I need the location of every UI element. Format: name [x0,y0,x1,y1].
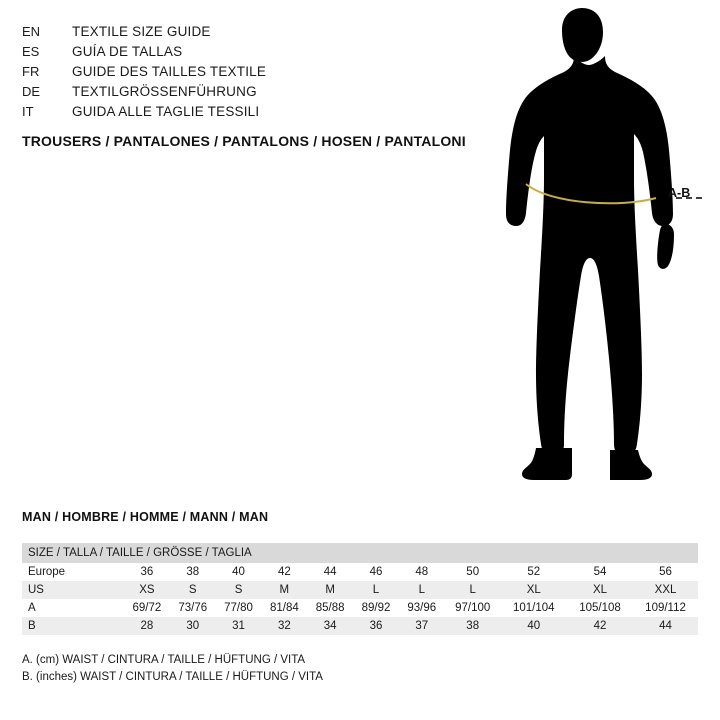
footnote-b: B. (inches) WAIST / CINTURA / TAILLE / HÜFTUNG / VITA [22,671,323,683]
language-title: TEXTILE SIZE GUIDE [72,24,211,39]
language-title-block [22,22,492,122]
table-cell: 28 [124,617,170,635]
table-cell: 44 [307,563,353,581]
silhouette-shape [506,8,674,480]
language-code: DE [22,84,41,99]
table-cell: XL [501,581,567,599]
table-cell: XXL [633,581,698,599]
table-cell: S [216,581,262,599]
table-cell: 44 [633,617,698,635]
table-cell: 42 [567,617,633,635]
language-row-it [22,102,492,122]
table-cell: 105/108 [567,599,633,617]
garment-type-line: TROUSERS / PANTALONES / PANTALONS / HOSEN / PANTALONI [22,133,466,149]
row-label: B [22,617,124,635]
table-cell: 52 [501,563,567,581]
table-cell: 97/100 [445,599,501,617]
table-cell: 89/92 [353,599,399,617]
table-group-label: MAN / HOMBRE / HOMME / MANN / MAN [22,510,269,524]
row-label: Europe [22,563,124,581]
table-cell: L [399,581,445,599]
table-cell: XS [124,581,170,599]
language-code: ES [22,44,40,59]
table-cell: L [445,581,501,599]
language-title: GUIDE DES TAILLES TEXTILE [72,64,267,79]
table-header-label: SIZE / TALLA / TAILLE / GRÖSSE / TAGLIA [22,543,698,563]
table-cell: 101/104 [501,599,567,617]
size-table [22,543,698,635]
male-silhouette-figure [470,8,710,488]
table-cell: 37 [399,617,445,635]
table-cell: 93/96 [399,599,445,617]
language-row-en [22,22,492,42]
table-cell: 46 [353,563,399,581]
table-cell: 69/72 [124,599,170,617]
language-code: FR [22,64,40,79]
table-cell: 40 [216,563,262,581]
measure-label-ab: A-B [668,186,691,200]
table-cell: 54 [567,563,633,581]
language-code: IT [22,104,34,119]
row-label: A [22,599,124,617]
language-title: TEXTILGRÖSSENFÜHRUNG [72,84,257,99]
table-cell: 34 [307,617,353,635]
footnotes [22,652,323,686]
language-title: GUÍA DE TALLAS [72,44,183,59]
table-cell: 73/76 [170,599,216,617]
table-cell: 81/84 [261,599,307,617]
table-cell: XL [567,581,633,599]
table-cell: 30 [170,617,216,635]
language-row-es [22,42,492,62]
table-cell: 48 [399,563,445,581]
table-cell: 36 [353,617,399,635]
table-cell: 50 [445,563,501,581]
table-cell: 31 [216,617,262,635]
language-title: GUIDA ALLE TAGLIE TESSILI [72,104,260,119]
table-row [22,599,698,617]
table-cell: M [307,581,353,599]
table-cell: 85/88 [307,599,353,617]
table-cell: 109/112 [633,599,698,617]
table-cell: 56 [633,563,698,581]
table-cell: 38 [170,563,216,581]
footnote-a: A. (cm) WAIST / CINTURA / TAILLE / HÜFTUNG / VITA [22,654,306,666]
table-cell: 42 [261,563,307,581]
language-row-fr [22,62,492,82]
table-cell: 32 [261,617,307,635]
table-row [22,617,698,635]
table-cell: M [261,581,307,599]
table-cell: 77/80 [216,599,262,617]
table-cell: S [170,581,216,599]
table-cell: L [353,581,399,599]
table-row [22,563,698,581]
language-code: EN [22,24,41,39]
row-label: US [22,581,124,599]
table-header-row [22,543,698,563]
table-cell: 40 [501,617,567,635]
table-cell: 38 [445,617,501,635]
language-row-de [22,82,492,102]
table-cell: 36 [124,563,170,581]
table-row [22,581,698,599]
